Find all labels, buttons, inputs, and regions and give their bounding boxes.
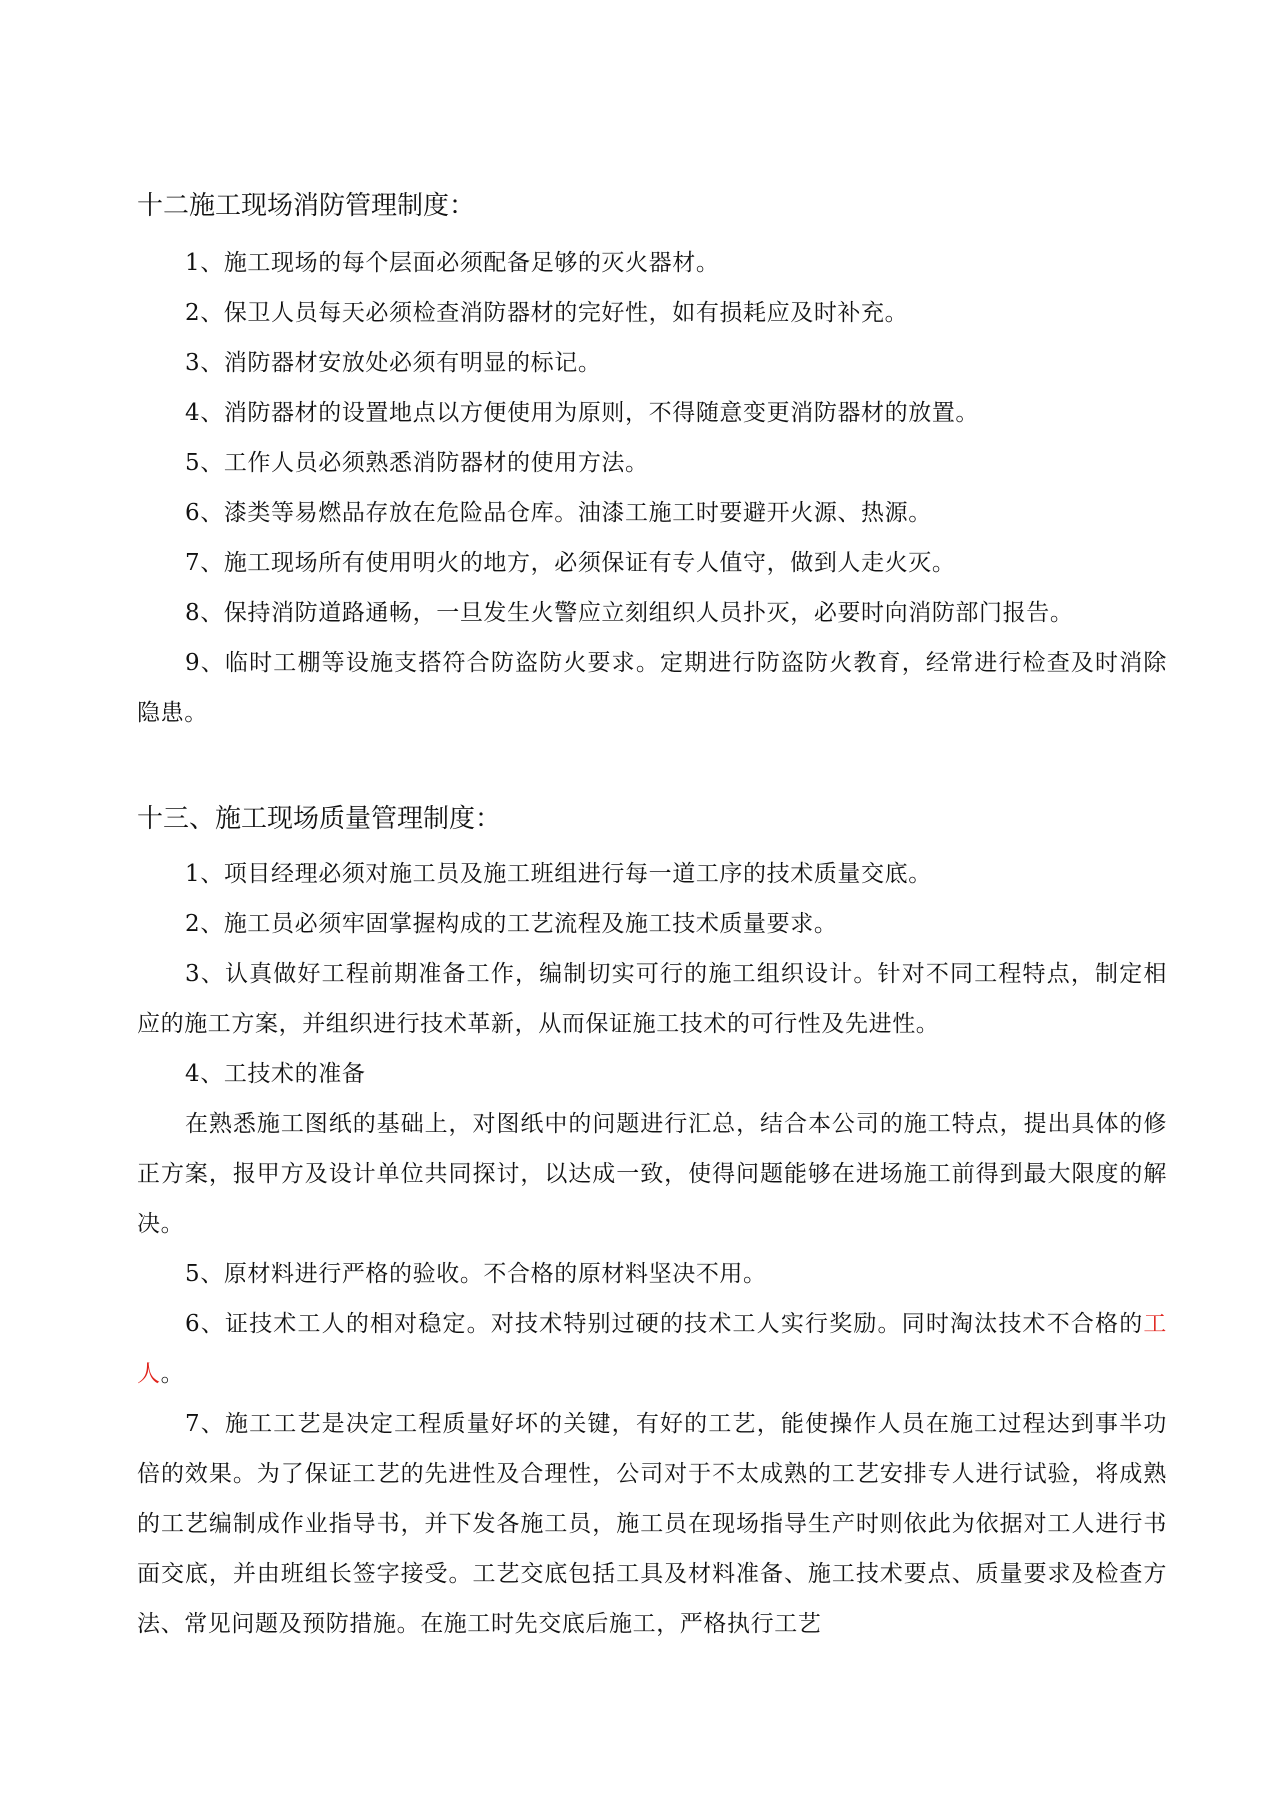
section-12-heading: 十二施工现场消防管理制度：	[137, 191, 476, 221]
section-13-item-2: 2、施工员必须牢固掌握构成的工艺流程及施工技术质量要求。	[185, 911, 838, 937]
section-13-item-7: 7、施工工艺是决定工程质量好坏的关键，有好的工艺，能使操作人员在施工过程达到事半功倍的效果。为了保证工艺的先进性及合理性，公司对于不太成熟的工艺安排专人进行试验，将成熟的工艺编制成作业指导书，并下发各施工员，施工员在现场指导生产时则依此为依据对工人进行书面交底，并由班组长签字接受。工艺交底包括工具及材料准备、施工技术要点、质量要求及检查方法、常见问题及预防措施。在施工时先交底后施工，严格执行工艺	[137, 1411, 1167, 1637]
section-13-item-1: 1、项目经理必须对施工员及施工班组进行每一道工序的技术质量交底。	[185, 861, 932, 887]
document-body	[137, 188, 1167, 1649]
section-13-item-6	[137, 1299, 1167, 1399]
section-12-item-2: 2、保卫人员每天必须检查消防器材的完好性，如有损耗应及时补充。	[185, 300, 909, 326]
section-12-item-9: 9、临时工棚等设施支搭符合防盗防火要求。定期进行防盗防火教育，经常进行检查及时消除隐患。	[137, 650, 1167, 726]
section-13-item-4-detail: 在熟悉施工图纸的基础上，对图纸中的问题进行汇总，结合本公司的施工特点，提出具体的修正方案，报甲方及设计单位共同探讨，以达成一致，使得问题能够在进场施工前得到最大限度的解决。	[137, 1111, 1167, 1237]
section-12-item-3: 3、消防器材安放处必须有明显的标记。	[185, 350, 602, 376]
section-13-item-4: 4、工技术的准备	[185, 1061, 366, 1087]
section-13-item-5: 5、原材料进行严格的验收。不合格的原材料坚决不用。	[185, 1261, 767, 1287]
section-12-item-5: 5、工作人员必须熟悉消防器材的使用方法。	[185, 450, 649, 476]
item-6-end: 。	[160, 1361, 185, 1387]
section-12-item-4: 4、消防器材的设置地点以方便使用为原则，不得随意变更消防器材的放置。	[185, 400, 980, 426]
section-12-item-1: 1、施工现场的每个层面必须配备足够的灭火器材。	[185, 250, 720, 276]
section-13-heading: 十三、施工现场质量管理制度：	[137, 804, 502, 834]
section-12-item-7: 7、施工现场所有使用明火的地方，必须保证有专人值守，做到人走火灭。	[185, 550, 956, 576]
item-6-text: 6、证技术工人的相对稳定。对技术特别过硬的技术工人实行奖励。同时淘汰技术不合格的	[185, 1311, 1144, 1337]
section-12-item-8: 8、保持消防道路通畅，一旦发生火警应立刻组织人员扑灭，必要时向消防部门报告。	[185, 600, 1074, 626]
section-12-item-6: 6、漆类等易燃品存放在危险品仓库。油漆工施工时要避开火源、热源。	[185, 500, 932, 526]
section-13-item-3: 3、认真做好工程前期准备工作，编制切实可行的施工组织设计。针对不同工程特点，制定相应的施工方案，并组织进行技术革新，从而保证施工技术的可行性及先进性。	[137, 961, 1167, 1037]
item-6-highlight: 工人	[137, 1311, 1167, 1387]
